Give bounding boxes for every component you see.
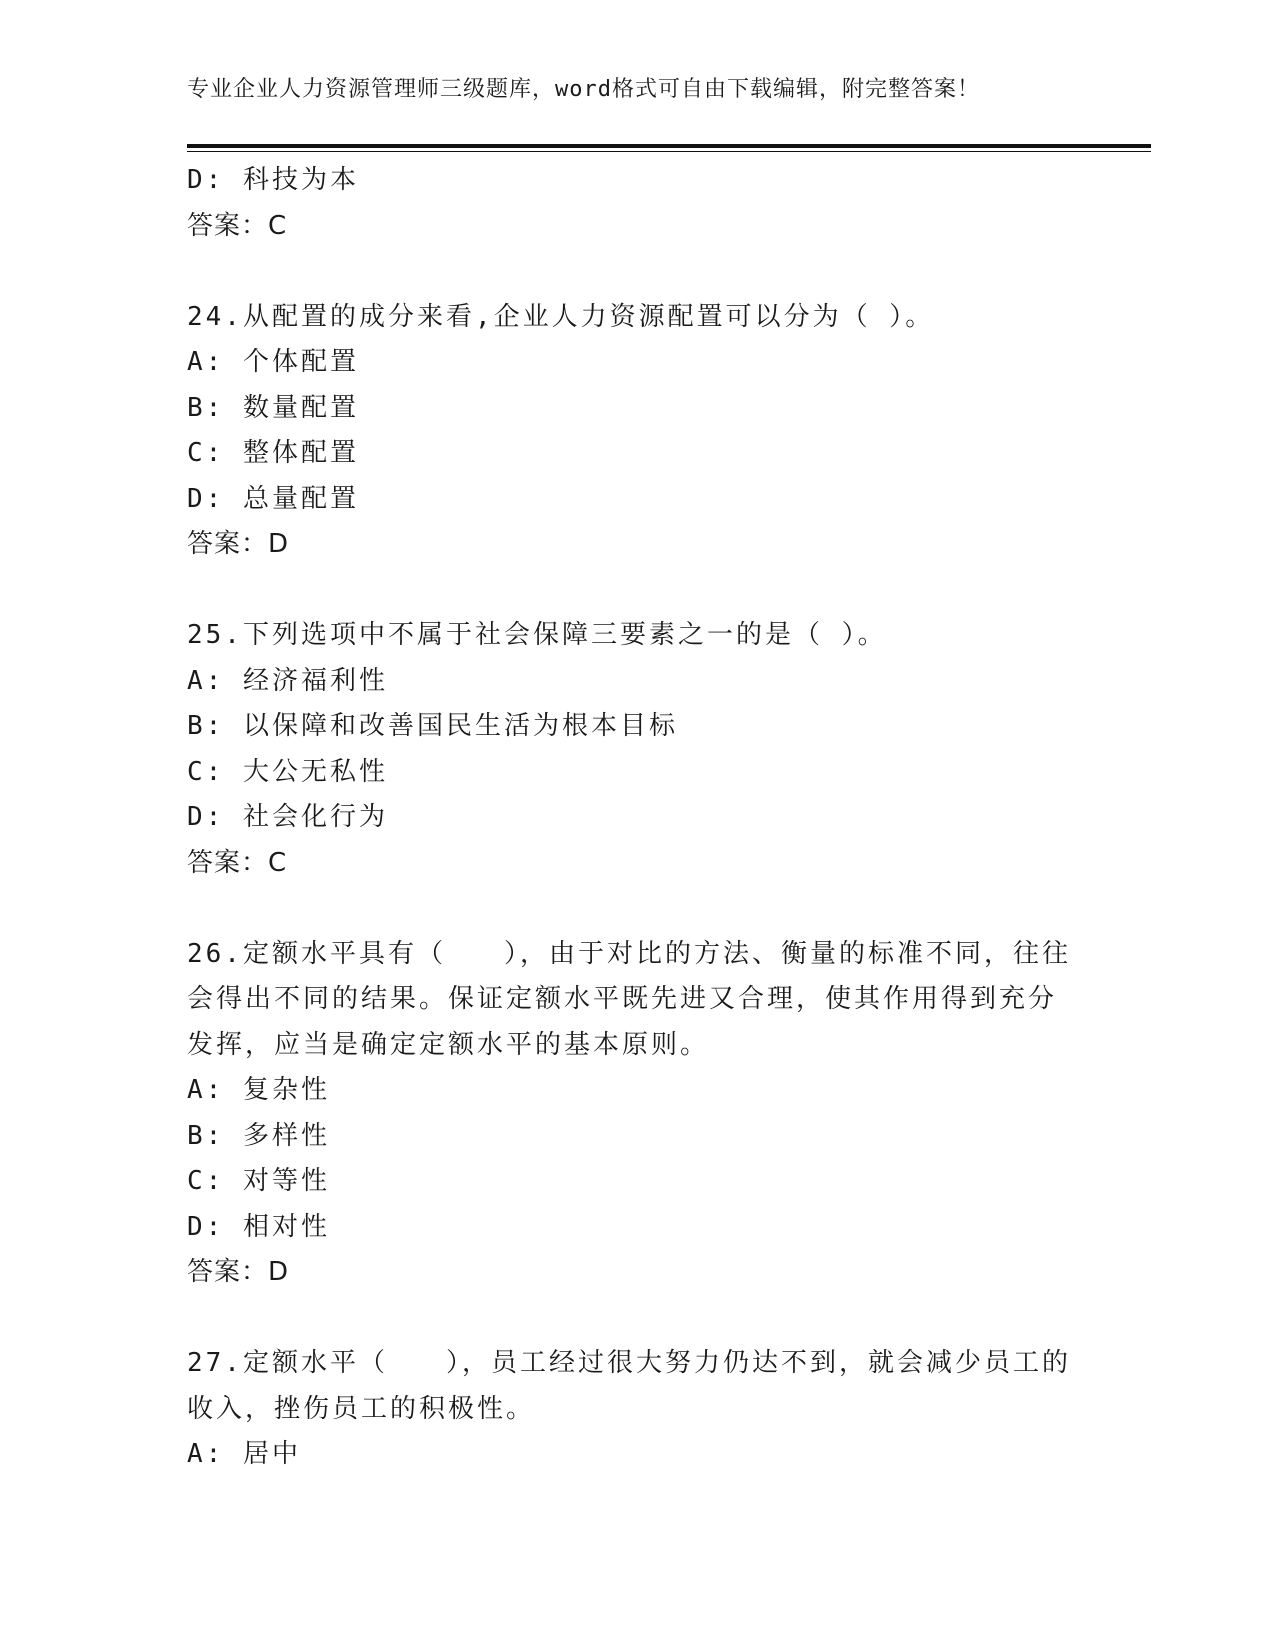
option-d: D: 总量配置 xyxy=(187,483,359,514)
question-27 xyxy=(187,1341,1087,1478)
option-b: B: 数量配置 xyxy=(187,392,359,423)
option-b: B: 以保障和改善国民生活为根本目标 xyxy=(187,711,678,741)
header-divider xyxy=(187,144,1151,152)
option-a: A: 复杂性 xyxy=(187,1075,330,1105)
option-b: B: 多样性 xyxy=(187,1120,330,1151)
prev-answer: 答案：C xyxy=(187,210,288,241)
option-d: D: 相对性 xyxy=(187,1211,330,1242)
answer: 答案：C xyxy=(187,847,288,878)
question-stem-line-1: 27.定额水平（ ），员工经过很大努力仍达不到，就会减少员工的 xyxy=(187,1348,1071,1378)
question-stem: 24.从配置的成分来看,企业人力资源配置可以分为（ ）。 xyxy=(187,301,935,332)
spacer xyxy=(187,1296,1087,1342)
option-c: C: 整体配置 xyxy=(187,438,359,468)
answer: 答案：D xyxy=(187,1257,290,1287)
question-stem-line-2: 会得出不同的结果。保证定额水平既先进又合理，使其作用得到充分 xyxy=(187,984,1058,1014)
option-c: C: 对等性 xyxy=(187,1166,330,1196)
spacer xyxy=(187,568,1087,614)
question-stem: 25.下列选项中不属于社会保障三要素之一的是（ ）。 xyxy=(187,620,887,650)
question-stem-line-1: 26.定额水平具有（ ），由于对比的方法、衡量的标准不同，往往 xyxy=(187,938,1071,969)
page-header: 专业企业人力资源管理师三级题库，word格式可自由下载编辑，附完整答案！ xyxy=(187,77,980,102)
option-a: A: 居中 xyxy=(187,1439,301,1469)
question-24 xyxy=(187,295,1087,568)
question-26 xyxy=(187,932,1087,1296)
option-d: D: 社会化行为 xyxy=(187,802,388,832)
option-a: A: 经济福利性 xyxy=(187,665,388,696)
document-body xyxy=(187,158,1087,1478)
question-25 xyxy=(187,613,1087,886)
option-a: A: 个体配置 xyxy=(187,347,359,377)
option-c: C: 大公无私性 xyxy=(187,756,388,787)
answer: 答案：D xyxy=(187,529,290,559)
question-stem-line-3: 发挥，应当是确定定额水平的基本原则。 xyxy=(187,1029,710,1060)
prev-option-d: D: 科技为本 xyxy=(187,165,359,195)
question-stem-line-2: 收入，挫伤员工的积极性。 xyxy=(187,1393,536,1424)
spacer xyxy=(187,249,1087,295)
spacer xyxy=(187,886,1087,932)
